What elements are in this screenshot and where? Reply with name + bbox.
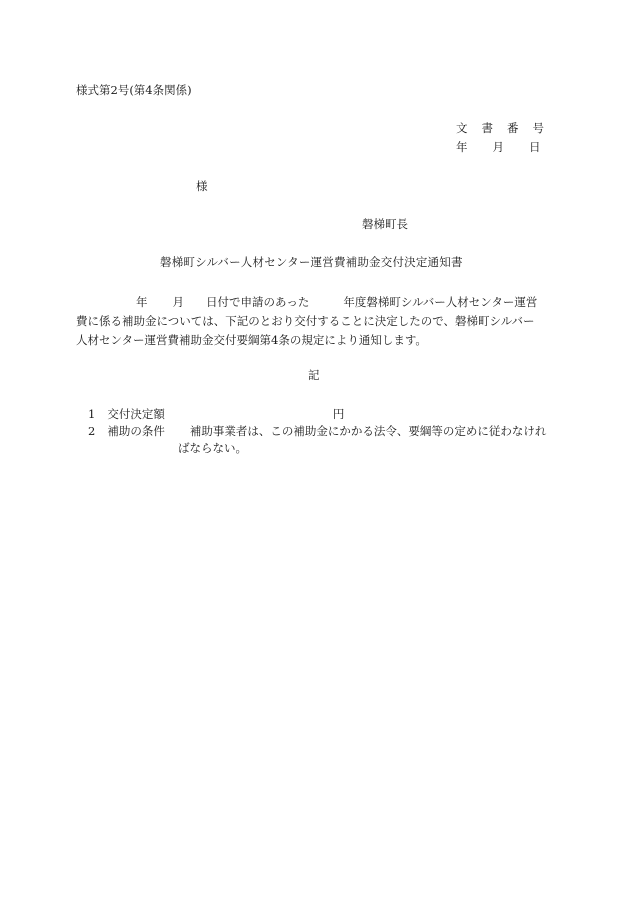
item-grant-conditions <box>88 423 546 440</box>
issue-date-line <box>456 142 541 154</box>
doc-number-char: 号 <box>532 121 544 135</box>
notice-body <box>76 293 562 350</box>
sender-name: 磐梯町長 <box>362 217 408 231</box>
item-number: 1 <box>88 407 96 421</box>
document-title: 磐梯町シルバー人材センター運営費補助金交付決定通知書 <box>160 255 463 269</box>
ki-heading: 記 <box>308 368 320 382</box>
recipient-suffix: 様 <box>196 179 208 193</box>
doc-number-char: 文 <box>456 121 468 135</box>
doc-number-char: 書 <box>481 121 493 135</box>
date-month: 月 <box>492 140 504 154</box>
date-year: 年 <box>456 140 468 154</box>
body-line-1-end: 年度磐梯町シルバー人材センター運営 <box>343 295 538 309</box>
item-text: 補助事業者は、この補助金にかかる法令、要綱等の定めに従わなけれ <box>189 424 547 438</box>
form-number-label: 様式第2号(第4条関係) <box>76 83 192 97</box>
document-number-label <box>456 123 544 135</box>
item-number: 2 <box>88 424 96 438</box>
item-unit: 円 <box>332 407 345 421</box>
item-grant-amount <box>88 406 344 423</box>
body-year: 年 <box>136 295 148 309</box>
item-label: 交付決定額 <box>107 407 165 421</box>
body-month: 月 <box>172 295 184 309</box>
body-line-1 <box>76 293 562 312</box>
body-line-1-mid: 日付で申請のあった <box>206 295 310 309</box>
item-label: 補助の条件 <box>107 424 165 438</box>
item-text-continued: ばならない。 <box>178 441 247 455</box>
body-line-3: 人材センター運営費補助金交付要綱第4条の規定により通知します。 <box>76 333 427 347</box>
date-day: 日 <box>529 140 541 154</box>
doc-number-char: 番 <box>507 121 519 135</box>
body-line-2: 費に係る補助金については、下記のとおり交付することに決定したので、磐梯町シルバー <box>76 314 535 328</box>
